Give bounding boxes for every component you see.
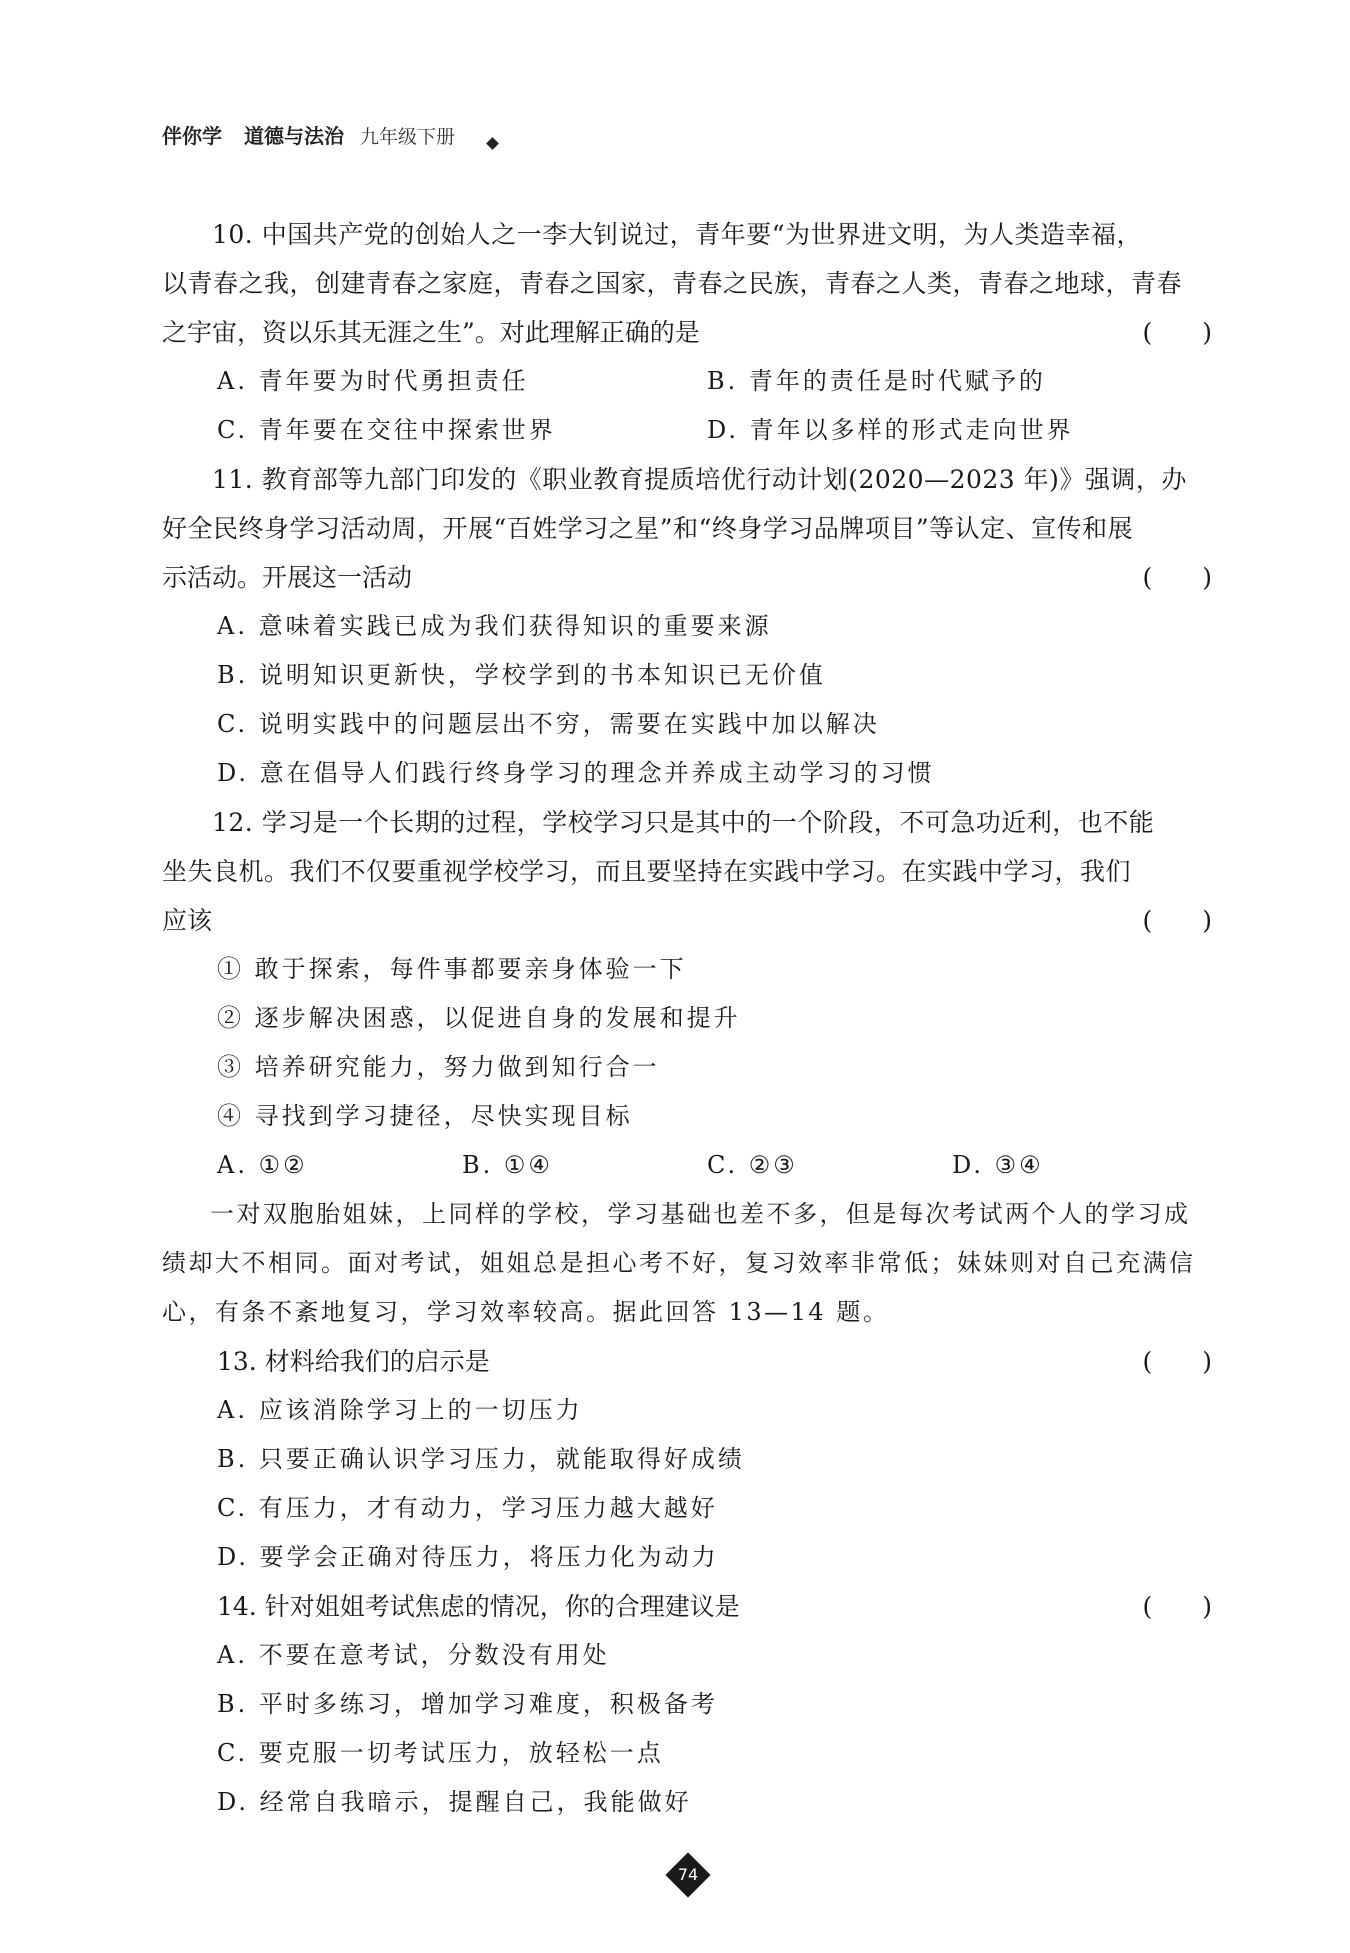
option-a[interactable]: A. ①②	[217, 1151, 308, 1179]
material-line: 一对双胞胎姐妹，上同样的学校，学习基础也差不多，但是每次考试两个人的学习成	[210, 1200, 1191, 1228]
question-11	[162, 455, 1212, 798]
option-a[interactable]: A. 青年要为时代勇担责任	[217, 367, 529, 395]
option-d[interactable]: D. 要学会正确对待压力，将压力化为动力	[217, 1543, 719, 1571]
q10-line: 之宇宙，资以乐其无涯之生”。对此理解正确的是	[162, 318, 700, 347]
answer-bracket[interactable]: ( )	[1142, 1592, 1212, 1621]
answer-bracket[interactable]: ( )	[1142, 318, 1212, 347]
header-subject: 道德与法治	[244, 124, 344, 148]
option-b[interactable]: B. ①④	[462, 1151, 553, 1179]
q11-last-line	[162, 553, 1212, 602]
material-line: 绩却大不相同。面对考试，姐姐总是担心考不好，复习效率非常低；妹妹则对自己充满信	[162, 1249, 1196, 1277]
option-d[interactable]: D. 经常自我暗示，提醒自己，我能做好	[217, 1788, 692, 1816]
header-diamond-icon	[486, 137, 499, 150]
option-a[interactable]: A. 不要在意考试，分数没有用处	[217, 1641, 610, 1669]
question-13	[162, 1337, 1212, 1582]
option-b[interactable]: B. 只要正确认识学习压力，就能取得好成绩	[217, 1445, 745, 1473]
question-12	[162, 798, 1212, 1190]
answer-bracket[interactable]: ( )	[1142, 906, 1212, 935]
q11-line: 11. 教育部等九部门印发的《职业教育提质培优行动计划(2020—2023 年)》强调，办	[212, 465, 1187, 494]
option-d[interactable]: D. 青年以多样的形式走向世界	[707, 416, 1074, 444]
q12-last-line	[162, 896, 1212, 945]
page-content	[162, 210, 1212, 1827]
q10-last-line	[162, 308, 1212, 357]
statement-3: ③ 培养研究能力，努力做到知行合一	[217, 1053, 660, 1081]
q14-stem-line	[162, 1582, 1212, 1631]
option-b[interactable]: B. 青年的责任是时代赋予的	[707, 367, 1046, 395]
material-line: 心，有条不紊地复习，学习效率较高。据此回答 13—14 题。	[162, 1298, 890, 1326]
q10-line: 以青春之我，创建青春之家庭，青春之国家，青春之民族，青春之人类，青春之地球，青春	[162, 269, 1183, 298]
q12-line: 坐失良机。我们不仅要重视学校学习，而且要坚持在实践中学习。在实践中学习，我们	[162, 857, 1132, 886]
option-b[interactable]: B. 平时多练习，增加学习难度，积极备考	[217, 1690, 718, 1718]
statement-1: ① 敢于探索，每件事都要亲身体验一下	[217, 955, 687, 983]
material-passage	[162, 1190, 1212, 1337]
q12-line: 12. 学习是一个长期的过程，学校学习只是其中的一个阶段，不可急功近利，也不能	[212, 808, 1155, 837]
answer-bracket[interactable]: ( )	[1142, 1347, 1212, 1376]
option-c[interactable]: C. ②③	[707, 1151, 798, 1179]
q10-options-row	[162, 357, 1212, 406]
statement-4: ④ 寻找到学习捷径，尽快实现目标	[217, 1102, 633, 1130]
statement-2: ② 逐步解决困惑，以促进自身的发展和提升	[217, 1004, 741, 1032]
question-10	[162, 210, 1212, 455]
answer-bracket[interactable]: ( )	[1142, 563, 1212, 592]
q14-stem: 14. 针对姐姐考试焦虑的情况，你的合理建议是	[217, 1592, 740, 1621]
q10-line: 10. 中国共产党的创始人之一李大钊说过，青年要“为世界进文明，为人类造幸福，	[212, 220, 1142, 249]
option-b[interactable]: B. 说明知识更新快，学校学到的书本知识已无价值	[217, 661, 826, 689]
option-a[interactable]: A. 意味着实践已成为我们获得知识的重要来源	[217, 612, 772, 640]
option-c[interactable]: C. 有压力，才有动力，学习压力越大越好	[217, 1494, 718, 1522]
q13-stem: 13. 材料给我们的启示是	[217, 1347, 490, 1376]
q12-line: 应该	[162, 906, 213, 935]
option-c[interactable]: C. 说明实践中的问题层出不穷，需要在实践中加以解决	[217, 710, 880, 738]
page-number	[668, 1855, 708, 1895]
option-d[interactable]: D. 意在倡导人们践行终身学习的理念并养成主动学习的习惯	[217, 759, 935, 787]
page-number-text: 74	[677, 1865, 699, 1884]
header-book: 伴你学	[162, 124, 222, 148]
q13-stem-line	[162, 1337, 1212, 1386]
header-grade: 九年级下册	[360, 126, 456, 148]
option-c[interactable]: C. 要克服一切考试压力，放轻松一点	[217, 1739, 664, 1767]
q12-options-row	[162, 1141, 1212, 1190]
running-header	[162, 120, 455, 149]
question-14	[162, 1582, 1212, 1827]
q10-options-row	[162, 406, 1212, 455]
option-d[interactable]: D. ③④	[952, 1151, 1044, 1179]
q11-line: 好全民终身学习活动周，开展“百姓学习之星”和“终身学习品牌项目”等认定、宣传和展	[162, 514, 1134, 543]
option-a[interactable]: A. 应该消除学习上的一切压力	[217, 1396, 583, 1424]
q11-line: 示活动。开展这一活动	[162, 563, 413, 592]
option-c[interactable]: C. 青年要在交往中探索世界	[217, 416, 556, 444]
